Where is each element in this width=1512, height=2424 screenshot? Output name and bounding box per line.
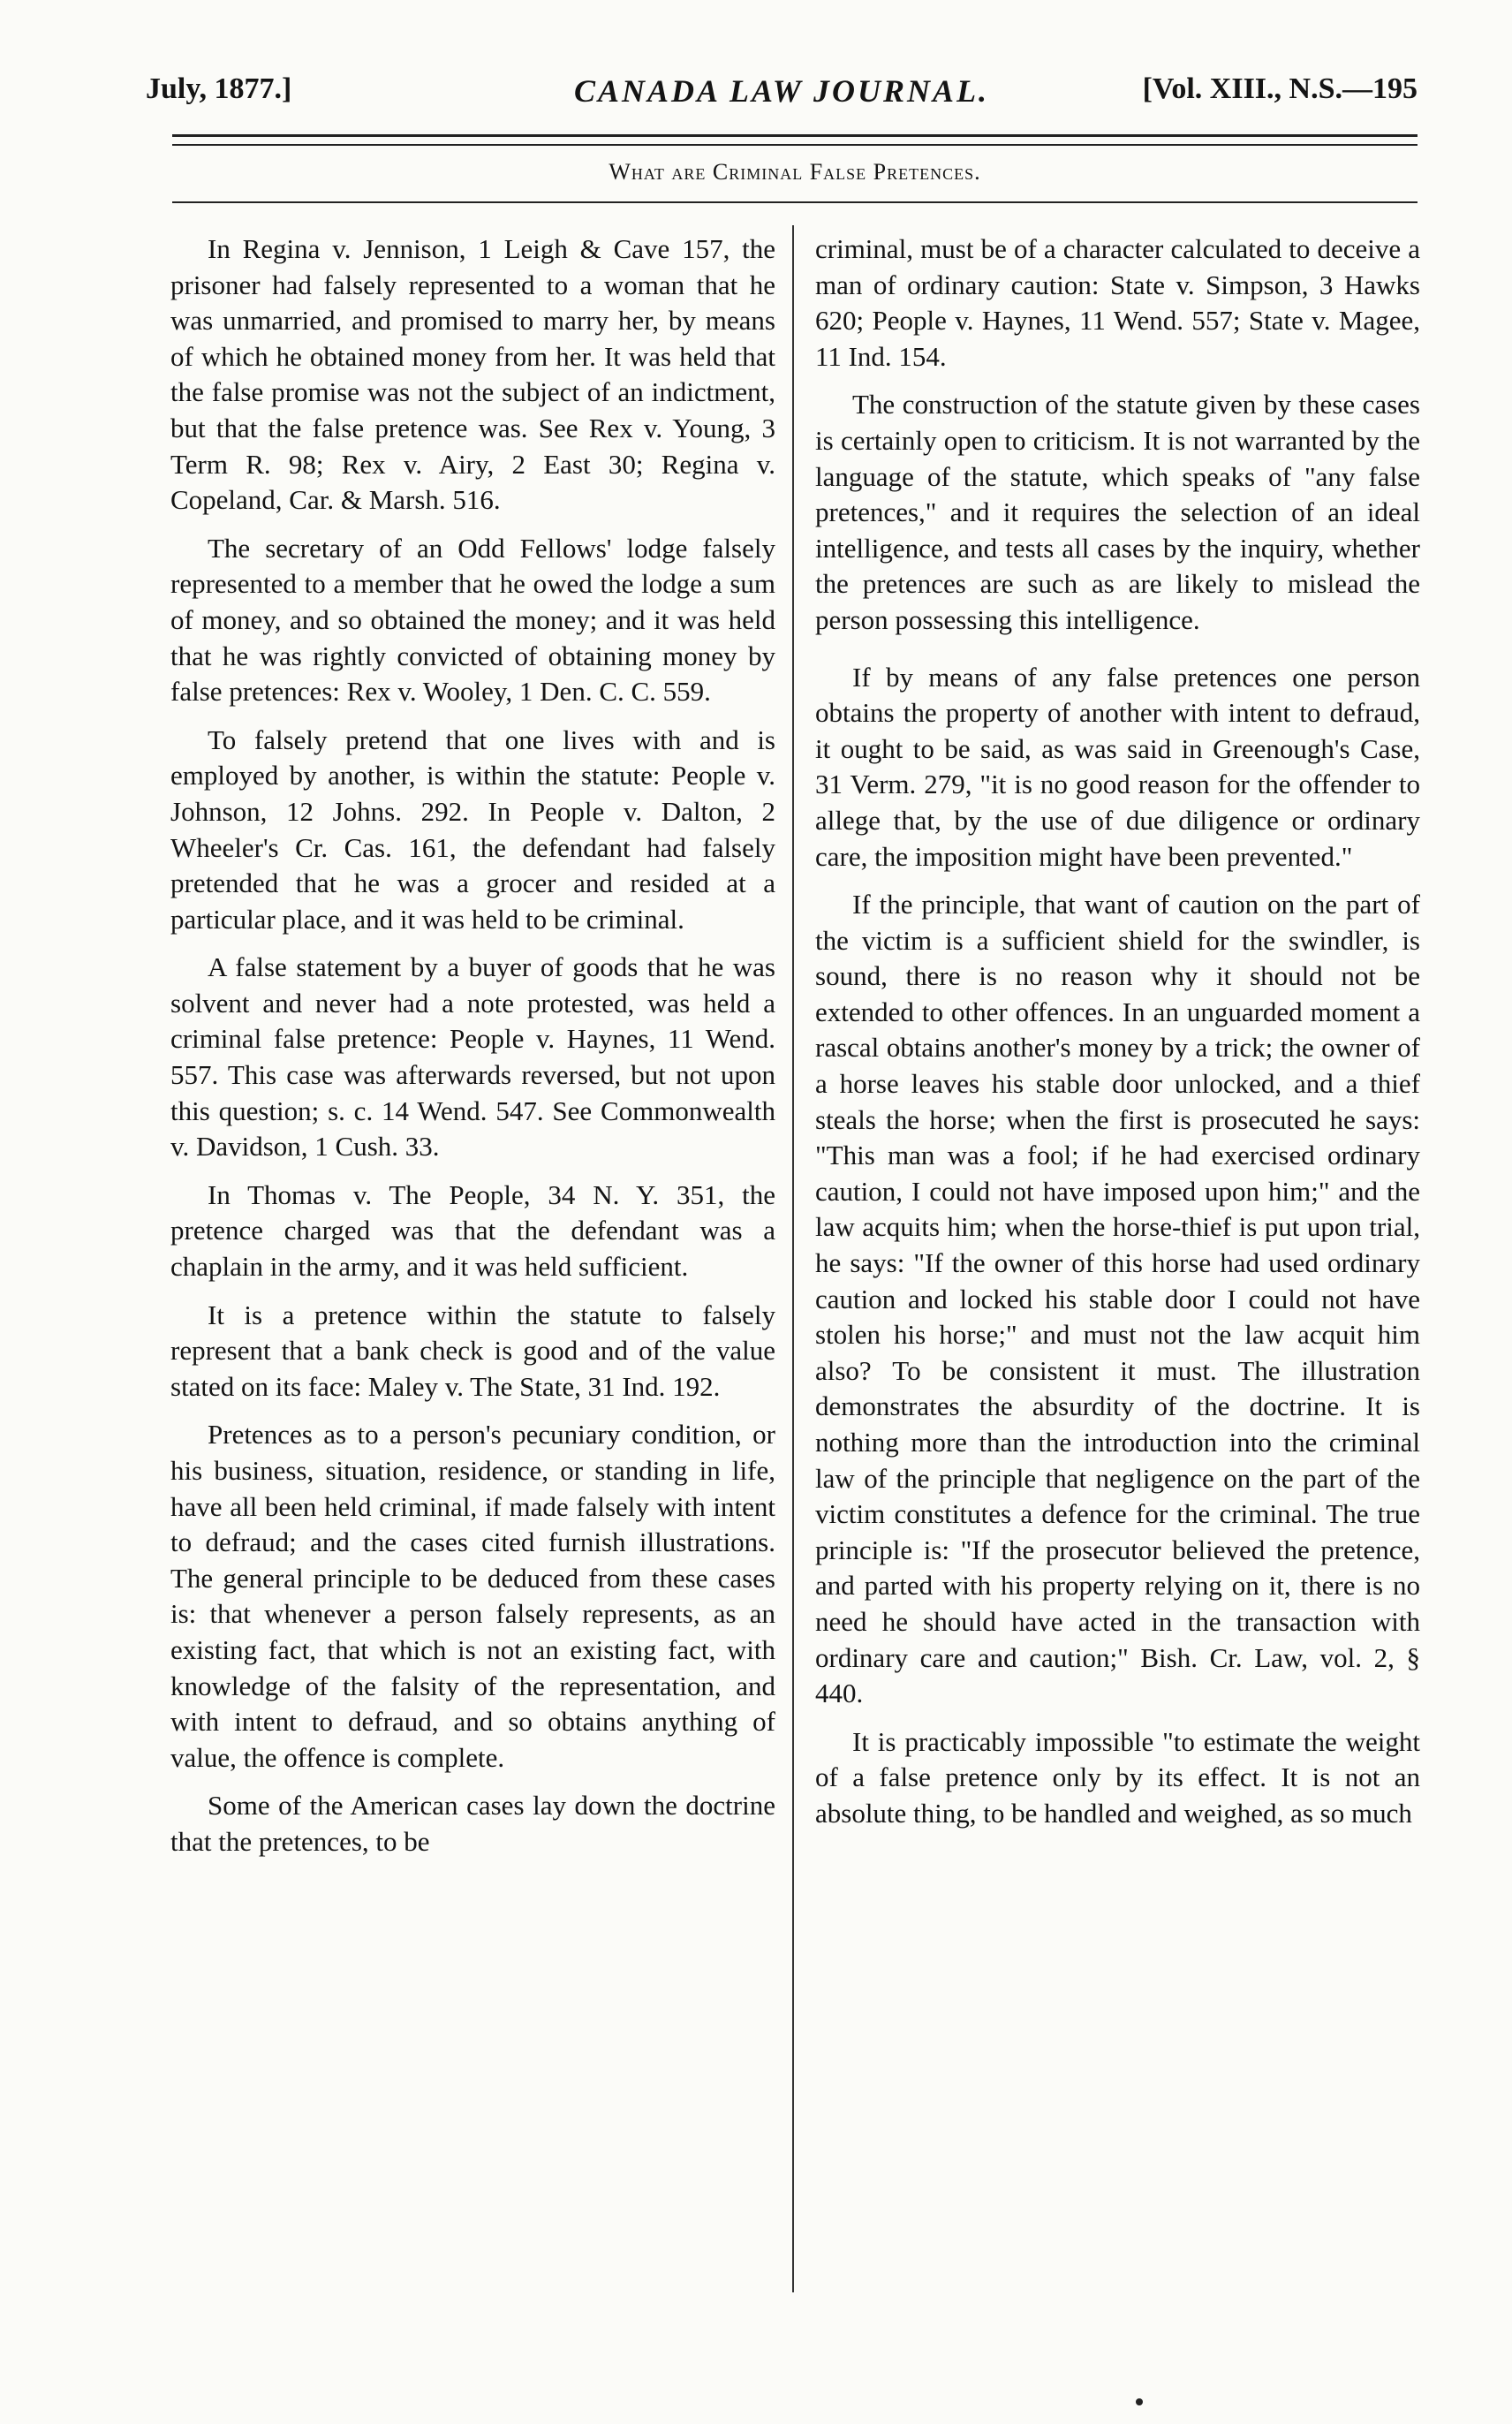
paragraph: The secretary of an Odd Fellows' lodge falsely represented to a member that he owed the lodge a sum of money, and so obtained the money; and it was held that he was rightly convicted of obtaining money by false pretences: Rex v. Wooley, 1 Den. C. C. 559. (170, 532, 775, 708)
ink-dot (1136, 2398, 1143, 2405)
column-divider (792, 225, 794, 2292)
paragraph: In Regina v. Jennison, 1 Leigh & Cave 157, the prisoner had falsely represented to a woman that he was unmarried, and promised to marry her, by means of which he obtained money from her. It was held that the false promise was not the subject of an indictment, but that the false pretence was. See Rex v. Young, 3 Term R. 98; Rex v. Airy, 2 East 30; Regina v. Copeland, Car. & Marsh. 516. (170, 233, 775, 516)
right-column (815, 231, 1420, 1845)
paragraph: A false statement by a buyer of goods that he was solvent and never had a note protested, was held a criminal false pretence: People v. Haynes, 11 Wend. 557. This case was afterwards reversed, but not upon this question; s. c. 14 Wend. 547. See Commonwealth v. Davidson, 1 Cush. 33. (170, 951, 775, 1163)
paragraph: Pretences as to a person's pecuniary condition, or his business, situation, residence, or standing in life, have all been held criminal, if made falsely with intent to defraud; and the cases cited furnish illustrations. The general principle to be deduced from these cases is: that whenever a person falsely represents, as an existing fact, that which is not an existing fact, with knowledge of the falsity of the representation, and with intent to defraud, and so obtains anything of value, the offence is complete. (170, 1419, 775, 1773)
volume-page: [Vol. XIII., N.S.—195 (1142, 72, 1418, 105)
header-date: July, 1877.] (146, 72, 292, 105)
running-header (146, 72, 1418, 125)
paragraph: If the principle, that want of caution on the part of the victim is a sufficient shield for the swindler, is sound, there is no reason why it should not be extended to other offences. In an unguarded moment a rascal obtains another's money by a trick; the owner of a horse leaves his stable door unlocked, and a thief steals the horse; when the first is prosecuted he says: "This man was a fool; if he had exercised ordinary caution, I could not have imposed upon him;" and the law acquits him; when the horse-thief is put upon trial, he says: "If the owner of this horse had used ordinary caution and locked his stable door I could not have stolen his horse;" and must not the law acquit him also? To be consistent it must. The illustration demonstrates the absurdity of the doctrine. It is nothing more than the introduction into the criminal law of the principle that negligence on the part of the victim constitutes a defence for the criminal. The true principle is: "If the prosecutor believed the pretence, and parted with his property relying on it, there is no need he should have acted in the transaction with ordinary care and caution;" Bish. Cr. Law, vol. 2, § 440. (815, 889, 1420, 1709)
title-rule (172, 201, 1418, 203)
paragraph: In Thomas v. The People, 34 N. Y. 351, the pretence charged was that the defendant was a chaplain in the army, and it was held sufficient. (170, 1178, 775, 1283)
paragraph: To falsely pretend that one lives with and is employed by another, is within the statute: People v. Johnson, 12 Johns. 292. In People v. Dalton, 2 Wheeler's Cr. Cas. 161, the defendant had falsely pretended that he was a grocer and resided at a particular place, and it was held to be criminal. (170, 723, 775, 935)
paragraph: It is a pretence within the statute to falsely represent that a bank check is good and of the value stated on its face: Maley v. The State, 31 Ind. 192. (170, 1299, 775, 1402)
paragraph: It is practicably impossible "to estimate the weight of a false pretence only by its effect. It is not an absolute thing, to be handled and weighed, as so much (815, 1725, 1420, 1829)
header-double-rule (172, 134, 1418, 146)
paragraph-continued: criminal, must be of a character calculated to deceive a man of ordinary caution: State v. Simpson, 3 Hawks 620; People v. Haynes, 11 Wend. 557; State v. Magee, 11 Ind. 154. (815, 233, 1420, 372)
journal-title: CANADA LAW JOURNAL. (573, 73, 990, 109)
paragraph: The construction of the statute given by these cases is certainly open to criticism. It is not warranted by the language of the statute, which speaks of "any false pretences," and it requires the selection of an ideal intelligence, and tests all cases by the inquiry, whether the pretences are such as are likely to mislead the person possessing this intelligence. (815, 389, 1420, 635)
left-column (170, 231, 775, 1873)
paragraph: Some of the American cases lay down the doctrine that the pretences, to be (170, 1790, 775, 1857)
article-title: What are Criminal False Pretences. (609, 159, 981, 185)
paragraph: If by means of any false pretences one person obtains the property of another with intent to defraud, it ought to be said, as was said in Greenough's Case, 31 Verm. 279, "it is no good reason for the offender to allege that, by the use of due diligence or ordinary care, the imposition might have been prevented." (815, 661, 1420, 872)
